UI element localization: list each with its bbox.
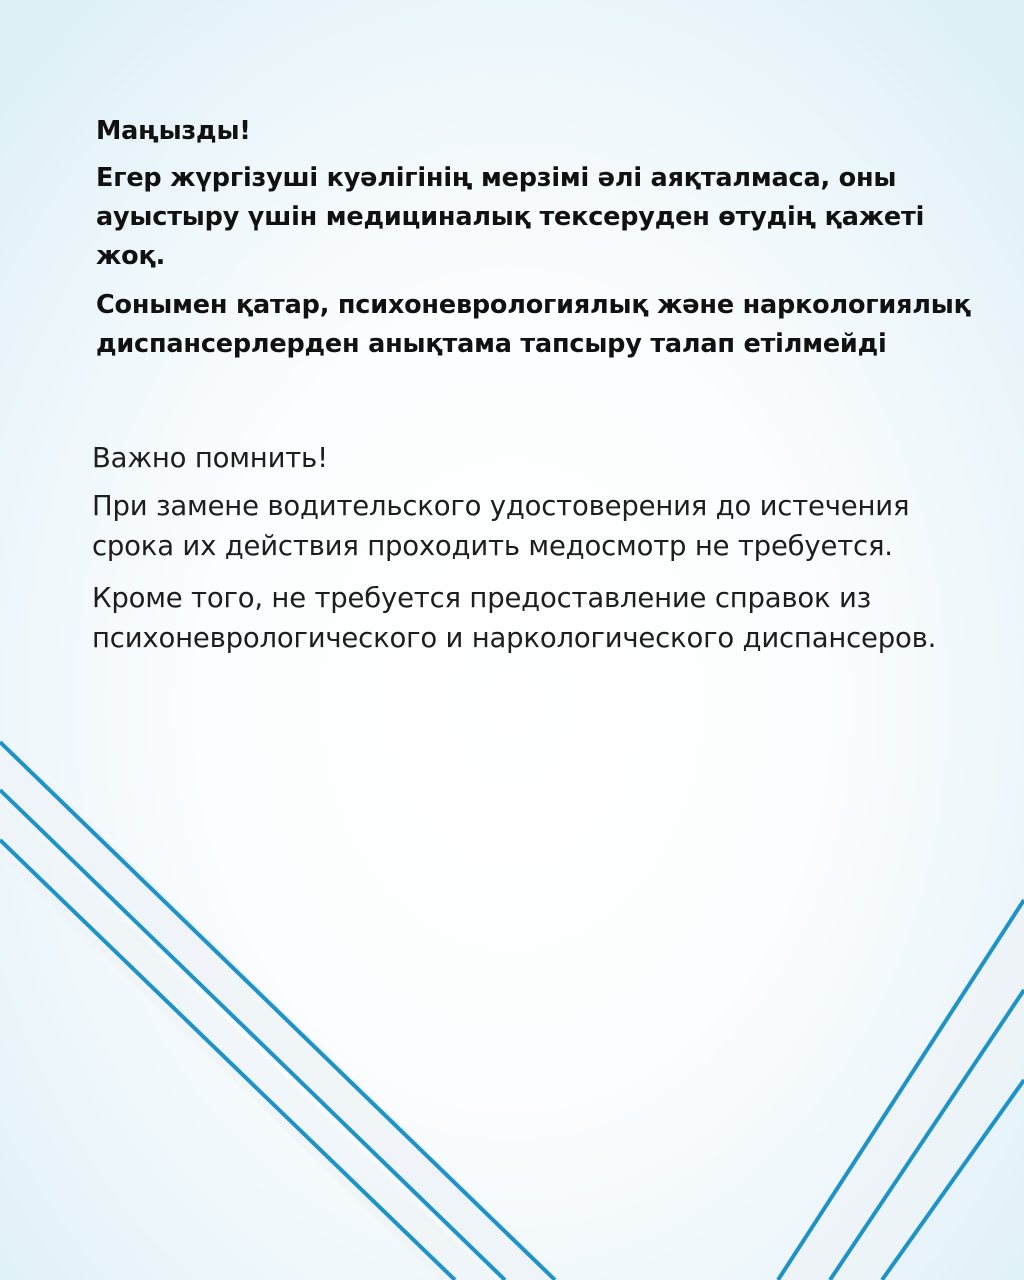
- kazakh-heading: Маңызды!: [96, 116, 251, 146]
- russian-paragraph-certificates: Кроме того, не требуется предоставление справок из психоневрологического и наркологического диспансеров.: [92, 582, 937, 654]
- kazakh-section: [96, 112, 976, 364]
- russian-paragraph-medical-check: При замене водительского удостоверения до истечения срока их действия проходить медосмотр не требуется.: [92, 490, 910, 562]
- left-blue-stripes: [0, 742, 555, 1280]
- russian-section: [92, 438, 976, 658]
- russian-heading: Важно помнить!: [92, 442, 328, 474]
- kazakh-paragraph-medical-check: Егер жүргізуші куәлігінің мерзімі әлі аяқталмаса, оны ауыстыру үшін медициналық тексеруден өтудің қажеті жоқ.: [96, 163, 925, 271]
- kazakh-paragraph-certificates: Сонымен қатар, психоневрологиялық және наркологиялық диспансерлерден анықтама тапсыру талап етілмейді: [96, 290, 971, 359]
- content: [92, 112, 976, 658]
